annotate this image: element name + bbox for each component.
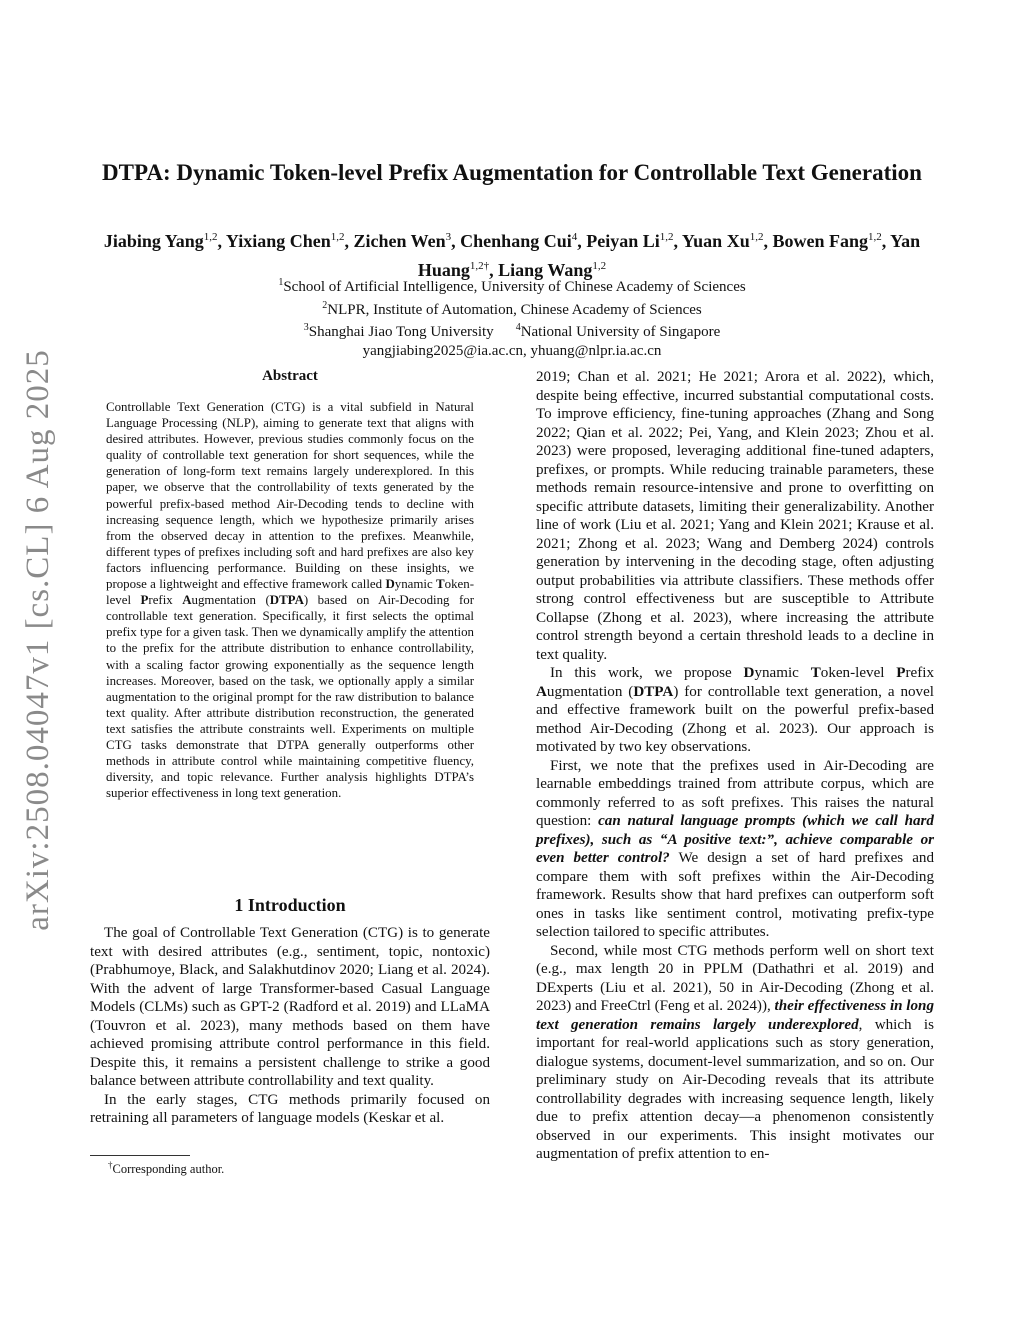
author: Yan Huang — [417, 231, 921, 280]
paper-title: DTPA: Dynamic Token-level Prefix Augmentation for Controllable Text Generation — [102, 160, 922, 185]
affiliation-line: $^2$NLPR, Institute of Automation, Chinese Academy of Sciences — [322, 299, 702, 318]
abstract-heading: Abstract — [262, 368, 318, 384]
affiliation-line: $^1$School of Artificial Intelligence, University of Chinese Academy of Sciences — [278, 277, 746, 295]
footnote-rule — [90, 1155, 190, 1156]
author: Peiyan Li — [586, 231, 660, 251]
author: Zichen Wen — [353, 231, 446, 251]
paragraph: In this work, we propose Dynamic Token-level Prefix Augmentation (DTPA) for controllable text generation, a novel and effective framework built on the powerful prefix-based method Air-Decoding (Zhong et al. 2023). Our approach is motivated by two key observations. — [536, 665, 934, 755]
author: Yuan Xu — [681, 231, 750, 251]
paragraph: First, we note that the prefixes used in Air-Decoding are learnable embeddings trained from attribute corpus, which are commonly referred to as soft prefixes. This raises the natural question: can natural language prompts (which we call hard prefixes), such as “A positive text:”, achieve comparable or even better control? We design a set of hard prefixes and compare them with soft prefixes within the Air-Decoding framework. Results show that hard prefixes can outperform soft ones in tasks like sentiment control, motivating prefix-type selection tailored to specific attributes. — [536, 757, 934, 940]
paragraph: The goal of Controllable Text Generation (CTG) is to generate text with desired attributes (e.g., sentiment, topic, nontoxic) (Prabhumoye, Black, and Salakhutdinov 2020; Liang et al. 2024). With the advent of large Transformer-based Casual Language Models (CLMs) such as GPT-2 (Radford et al. 2019) and LLaMA (Touvron et al. 2023), many methods based on them have achieved promising attribute control performance in this field. Despite this, it remains a persistent challenge to strike a good balance between attribute controllability and text quality. — [90, 925, 490, 1089]
introduction-body — [90, 924, 490, 1128]
author: Yixiang Chen — [225, 231, 331, 251]
footnote: †Corresponding author. — [108, 1160, 225, 1177]
affiliations — [100, 274, 924, 360]
email-line: yangjiabing2025@ia.ac.cn, yhuang@nlpr.ia.ac.cn — [362, 342, 662, 359]
author: Liang Wang — [498, 260, 593, 280]
abstract-body: Controllable Text Generation (CTG) is a vital subfield in Natural Language Processing (NLP), aiming to generate text that aligns with desired attributes. However, previous studies commonly focus on the quality of controllable text generation for short sequences, while the generation of long-form text remains largely underexplored. In this paper, we observe that the controllability of texts generated by the powerful prefix-based method Air-Decoding tends to decline with increasing sequence length, which we hypothesize primarily arises from the observed decay in attention to the prefixes. Meanwhile, different types of prefixes including soft and hard prefixes are also key factors influencing performance. Building on these insights, we propose a lightweight and effective framework called Dynamic Token-level Prefix Augmentation (DTPA) based on Air-Decoding for controllable text generation. Specifically, it first selects the optimal prefix type for a given task. Then we dynamically amplify the attention to the prefix for the attribute distribution to enhance controllability, with a scaling factor growing exponentially as the sequence length increases. Moreover, based on the task, we optionally apply a similar augmentation to the original prompt for the raw distribution to balance text quality. After attribute distribution reconstruction, the generated text satisfies the attribute constraints well. Experiments on multiple CTG tasks demonstrate that DTPA generally outperforms other methods in attribute control while maintaining competitive fluency, diversity, and topic relevance. Further analysis highlights DTPA’s superior effectiveness in long text generation. — [106, 400, 475, 801]
arxiv-side-label: arXiv:2508.04047v1 [cs.CL] 6 Aug 2025 — [20, 349, 56, 931]
paragraph: In the early stages, CTG methods primarily focused on retraining all parameters of language models (Keskar et al. — [90, 1091, 490, 1126]
author: Bowen Fang — [772, 231, 868, 251]
author: Jiabing Yang — [103, 231, 204, 251]
right-column-body — [536, 368, 934, 1164]
paragraph: 2019; Chan et al. 2021; He 2021; Arora et al. 2022), which, despite being effective, incurred substantial computational costs. To improve efficiency, fine-tuning approaches (Zhang and Song 2022; Qian et al. 2022; Pei, Yang, and Klein 2023; Zhou et al. 2023) were proposed, leveraging additional fine-tuned adapters, prefixes, or prompts. While reducing trainable parameters, these methods remain resource-intensive and prone to overfitting on specific attribute datasets, limiting their generalizability. Another line of work (Liu et al. 2021; Yang and Klein 2021; Krause et al. 2021; Zhong et al. 2023; Wang and Demberg 2024) controls generation by intervening in the decoding stage, often adjusting output probabilities via attribute classifiers. These methods offer strong control effectiveness but are susceptible to Attribute Collapse (Zhong et al. 2023), where increasing the attribute control strength beyond a certain threshold leads to a decline in text quality. — [536, 369, 934, 663]
section-heading-introduction: 1 Introduction — [234, 895, 346, 915]
author-list: Jiabing Yang$^{1,2}$, Yixiang Chen$^{1,2}$, Zichen Wen$^3$, Chenhang Cui$^4$, Peiyan Li$^{1,2}$, Yuan Xu$^{1,2}$, Bowen Fang$^{1,2}$, Yan Huang$^{1,2\dagger}$, Liang Wang$^{1,2}$ — [103, 231, 921, 280]
paragraph: Second, while most CTG methods perform well on short text (e.g., max length 20 in PPLM (Dathathri et al. 2019) and DExperts (Liu et al. 2021), 50 in Air-Decoding (Zhong et al. 2023) and FreeCtrl (Feng et al. 2024)), their effectiveness in long text generation remains largely underexplored, which is important for real-world applications such as story generation, dialogue systems, document-level summarization, and so on. Our preliminary study on Air-Decoding reveals that its attribute controllability degrades with increasing sequence length, likely due to prefix attention decay—a phenomenon consistently observed in our experiments. This insight motivates our augmentation of prefix attention to en- — [536, 942, 934, 1162]
author: Chenhang Cui — [460, 231, 572, 251]
affiliation-line: $^3$Shanghai Jiao Tong University $^4$National University of Singapore — [303, 322, 721, 340]
